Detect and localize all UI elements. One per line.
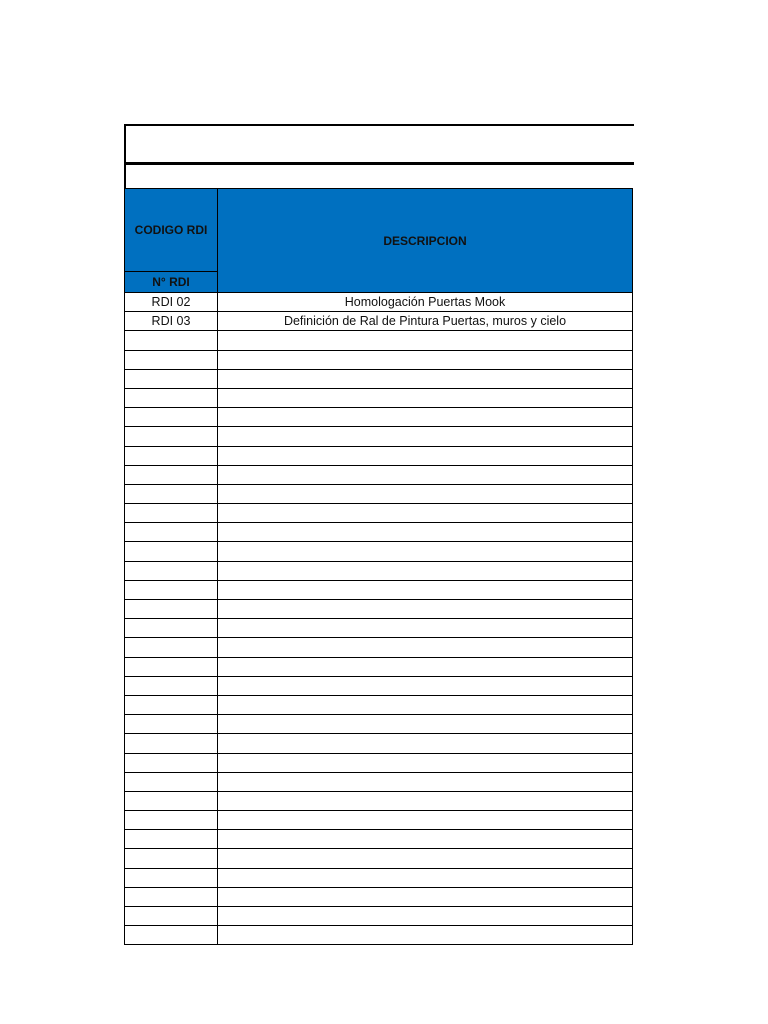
empty-row xyxy=(125,926,633,945)
empty-cell xyxy=(125,753,218,772)
empty-cell xyxy=(125,408,218,427)
empty-row xyxy=(125,676,633,695)
empty-cell xyxy=(125,446,218,465)
empty-cell xyxy=(218,600,633,619)
empty-row xyxy=(125,907,633,926)
empty-cell xyxy=(125,561,218,580)
empty-cell xyxy=(218,331,633,350)
empty-row xyxy=(125,427,633,446)
empty-cell xyxy=(125,695,218,714)
empty-cell xyxy=(218,350,633,369)
empty-row xyxy=(125,369,633,388)
table-row xyxy=(125,312,633,331)
empty-cell xyxy=(218,542,633,561)
empty-cell xyxy=(218,619,633,638)
empty-cell xyxy=(218,811,633,830)
empty-cell xyxy=(125,465,218,484)
empty-cell xyxy=(218,849,633,868)
header-codigo-rdi: CODIGO RDI xyxy=(125,189,218,272)
header-descripcion: DESCRIPCION xyxy=(218,189,633,293)
empty-cell xyxy=(125,907,218,926)
header-numero-rdi: N° RDI xyxy=(125,272,218,293)
empty-cell xyxy=(218,465,633,484)
empty-row xyxy=(125,523,633,542)
empty-cell xyxy=(125,331,218,350)
empty-cell xyxy=(125,772,218,791)
empty-row xyxy=(125,619,633,638)
empty-cell xyxy=(125,350,218,369)
empty-row xyxy=(125,561,633,580)
empty-cell xyxy=(218,446,633,465)
empty-row xyxy=(125,580,633,599)
empty-row xyxy=(125,811,633,830)
empty-cell xyxy=(218,427,633,446)
empty-cell xyxy=(125,715,218,734)
empty-cell xyxy=(218,561,633,580)
rdi-description: Definición de Ral de Pintura Puertas, muros y cielo xyxy=(218,312,633,331)
empty-cell xyxy=(125,619,218,638)
empty-row xyxy=(125,638,633,657)
rdi-description: Homologación Puertas Mook xyxy=(218,293,633,312)
empty-cell xyxy=(125,887,218,906)
empty-row xyxy=(125,868,633,887)
empty-cell xyxy=(125,484,218,503)
empty-cell xyxy=(125,849,218,868)
empty-cell xyxy=(218,657,633,676)
empty-row xyxy=(125,753,633,772)
empty-row xyxy=(125,542,633,561)
empty-cell xyxy=(218,523,633,542)
empty-cell xyxy=(218,734,633,753)
table-row xyxy=(125,293,633,312)
empty-cell xyxy=(125,791,218,810)
empty-row xyxy=(125,600,633,619)
empty-cell xyxy=(125,600,218,619)
empty-row xyxy=(125,331,633,350)
empty-cell xyxy=(218,388,633,407)
empty-cell xyxy=(125,734,218,753)
empty-cell xyxy=(125,369,218,388)
empty-row xyxy=(125,484,633,503)
empty-row xyxy=(125,715,633,734)
empty-cell xyxy=(125,523,218,542)
empty-cell xyxy=(125,427,218,446)
empty-cell xyxy=(218,772,633,791)
empty-cell xyxy=(125,676,218,695)
empty-cell xyxy=(218,907,633,926)
empty-row xyxy=(125,408,633,427)
empty-cell xyxy=(218,638,633,657)
empty-cell xyxy=(218,868,633,887)
empty-cell xyxy=(218,887,633,906)
empty-row xyxy=(125,772,633,791)
empty-cell xyxy=(218,753,633,772)
empty-row xyxy=(125,504,633,523)
empty-row xyxy=(125,388,633,407)
empty-cell xyxy=(218,715,633,734)
empty-cell xyxy=(125,811,218,830)
empty-row xyxy=(125,695,633,714)
empty-cell xyxy=(125,657,218,676)
empty-cell xyxy=(218,830,633,849)
empty-row xyxy=(125,849,633,868)
empty-cell xyxy=(218,504,633,523)
empty-row xyxy=(125,734,633,753)
empty-cell xyxy=(125,580,218,599)
empty-cell xyxy=(218,580,633,599)
empty-cell xyxy=(218,369,633,388)
empty-row xyxy=(125,791,633,810)
empty-cell xyxy=(125,868,218,887)
empty-row xyxy=(125,350,633,369)
empty-cell xyxy=(218,408,633,427)
empty-row xyxy=(125,830,633,849)
empty-cell xyxy=(125,830,218,849)
rdi-table xyxy=(124,188,633,945)
empty-cell xyxy=(125,388,218,407)
empty-row xyxy=(125,446,633,465)
title-box xyxy=(124,124,634,188)
empty-row xyxy=(125,887,633,906)
rdi-code: RDI 03 xyxy=(125,312,218,331)
empty-cell xyxy=(218,695,633,714)
empty-cell xyxy=(218,676,633,695)
divider xyxy=(126,162,634,165)
empty-row xyxy=(125,657,633,676)
empty-row xyxy=(125,465,633,484)
empty-cell xyxy=(125,926,218,945)
empty-cell xyxy=(218,484,633,503)
empty-cell xyxy=(218,926,633,945)
empty-cell xyxy=(125,542,218,561)
rdi-code: RDI 02 xyxy=(125,293,218,312)
empty-cell xyxy=(218,791,633,810)
empty-cell xyxy=(125,638,218,657)
empty-cell xyxy=(125,504,218,523)
